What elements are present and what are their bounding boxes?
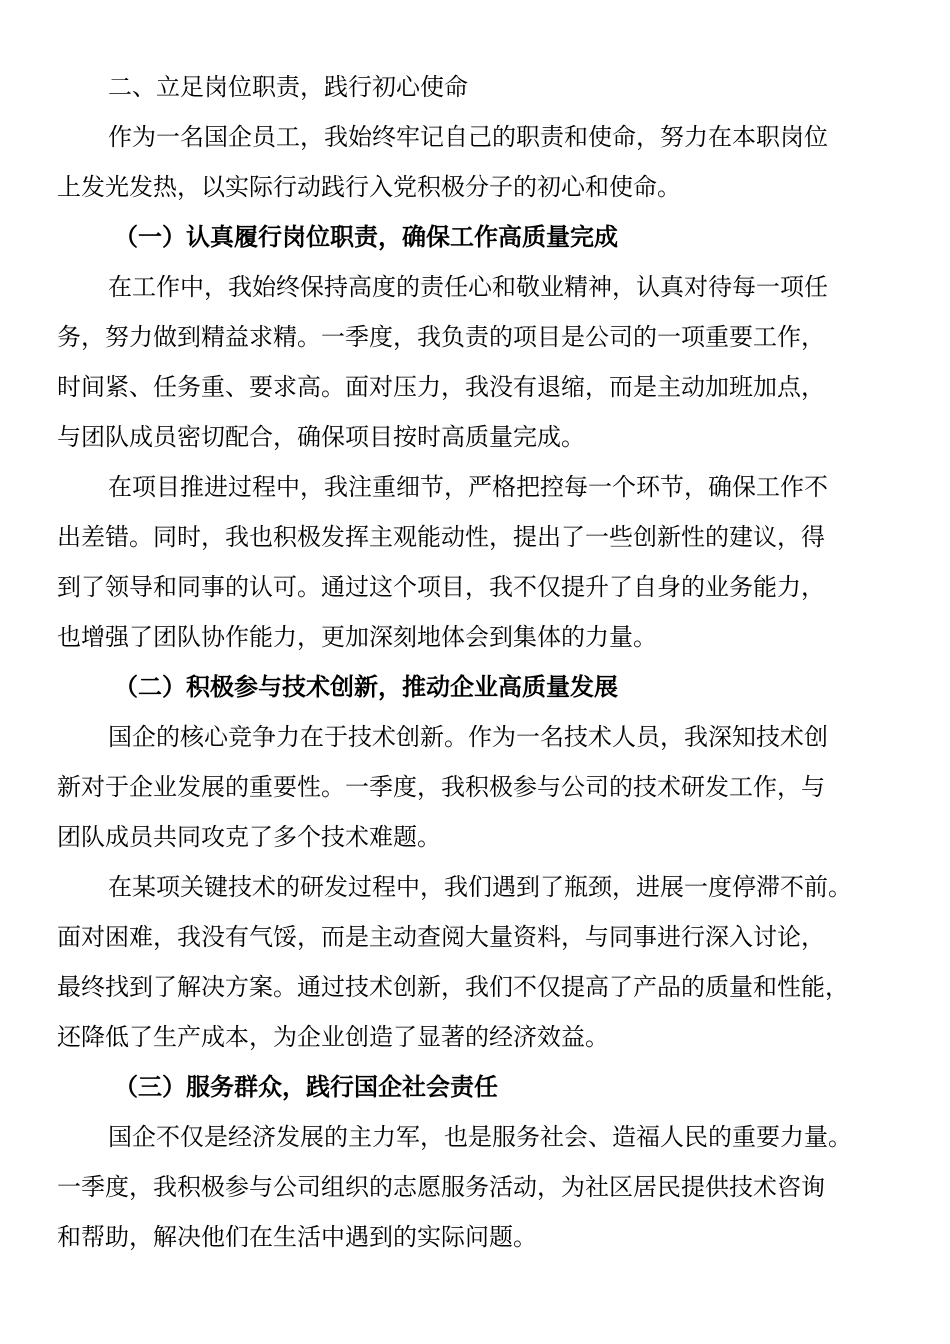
paragraph-line: 出差错。同时，我也积极发挥主观能动性，提出了一些创新性的建议，得 — [57, 523, 825, 551]
paragraph — [57, 712, 893, 862]
paragraph-line: 上发光发热，以实际行动践行入党积极分子的初心和使命。 — [57, 173, 681, 201]
paragraph-line: 团队成员共同攻克了多个技术难题。 — [57, 823, 441, 851]
paragraph-line: 最终找到了解决方案。通过技术创新，我们不仅提高了产品的质量和性能， — [57, 973, 849, 1001]
paragraph-line: 作为一名国企员工，我始终牢记自己的职责和使命，努力在本职岗位 — [108, 123, 828, 151]
paragraph-line: 一季度，我积极参与公司组织的志愿服务活动，为社区居民提供技术咨询 — [57, 1173, 825, 1201]
paragraph-line: 国企的核心竞争力在于技术创新。作为一名技术人员，我深知技术创 — [108, 723, 828, 751]
paragraph-line: 时间紧、任务重、要求高。面对压力，我没有退缩，而是主动加班加点， — [57, 373, 825, 401]
paragraph-line: 务，努力做到精益求精。一季度，我负责的项目是公司的一项重要工作， — [57, 323, 825, 351]
document-page — [57, 62, 893, 1262]
subsection-title: （一）认真履行岗位职责，确保工作高质量完成 — [114, 223, 618, 251]
subsection-heading — [57, 1062, 893, 1112]
paragraph-line: 也增强了团队协作能力，更加深刻地体会到集体的力量。 — [57, 623, 657, 651]
paragraph-line: 到了领导和同事的认可。通过这个项目，我不仅提升了自身的业务能力， — [57, 573, 825, 601]
subsection-heading — [57, 212, 893, 262]
paragraph-line: 在某项关键技术的研发过程中，我们遇到了瓶颈，进展一度停滞不前。 — [108, 873, 852, 901]
paragraph — [57, 862, 893, 1062]
paragraph — [57, 1112, 893, 1262]
paragraph-line: 和帮助，解决他们在生活中遇到的实际问题。 — [57, 1223, 537, 1251]
subsection-title: （二）积极参与技术创新，推动企业高质量发展 — [114, 673, 618, 701]
subsection-heading — [57, 662, 893, 712]
section-heading — [57, 62, 893, 112]
paragraph-line: 与团队成员密切配合，确保项目按时高质量完成。 — [57, 423, 585, 451]
section-title: 二、立足岗位职责，践行初心使命 — [108, 73, 468, 101]
paragraph — [57, 462, 893, 662]
paragraph-line: 在工作中，我始终保持高度的责任心和敬业精神，认真对待每一项任 — [108, 273, 828, 301]
paragraph — [57, 112, 893, 212]
paragraph-line: 面对困难，我没有气馁，而是主动查阅大量资料，与同事进行深入讨论， — [57, 923, 825, 951]
paragraph-line: 国企不仅是经济发展的主力军，也是服务社会、造福人民的重要力量。 — [108, 1123, 852, 1151]
subsection-title: （三）服务群众，践行国企社会责任 — [114, 1073, 498, 1101]
paragraph-line: 在项目推进过程中，我注重细节，严格把控每一个环节，确保工作不 — [108, 473, 828, 501]
paragraph-line: 新对于企业发展的重要性。一季度，我积极参与公司的技术研发工作，与 — [57, 773, 825, 801]
paragraph-line: 还降低了生产成本，为企业创造了显著的经济效益。 — [57, 1023, 609, 1051]
paragraph — [57, 262, 893, 462]
